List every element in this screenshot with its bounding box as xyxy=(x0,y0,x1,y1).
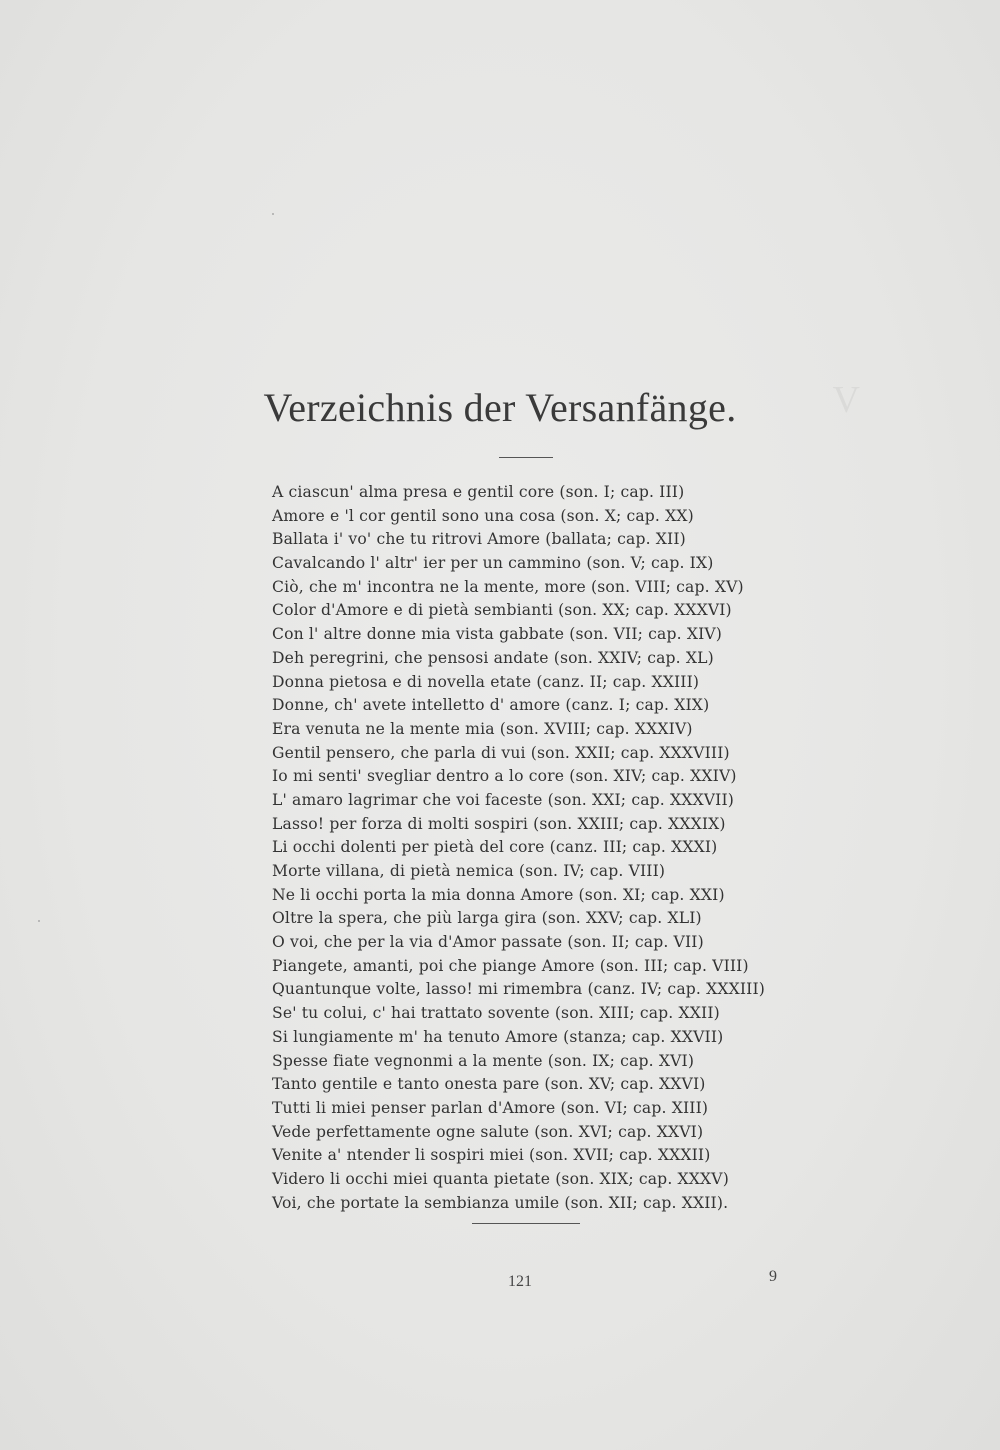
list-item: Voi, che portate la sembianza umile (son. XII; cap. XXII). xyxy=(272,1193,729,1212)
list-item: Donna pietosa e di novella etate (canz. II; cap. XXIII) xyxy=(272,672,700,691)
page-title: Verzeichnis der Versanfänge. xyxy=(263,385,737,430)
title-divider xyxy=(499,457,553,458)
list-item: Tanto gentile e tanto onesta pare (son. XV; cap. XXVI) xyxy=(272,1075,706,1094)
closing-divider xyxy=(472,1223,580,1224)
list-item: Quantunque volte, lasso! mi rimembra (canz. IV; cap. XXXIII) xyxy=(272,980,766,999)
list-item: Ciò, che m' incontra ne la mente, more (son. VIII; cap. XV) xyxy=(272,577,744,596)
list-item: O voi, che per la via d'Amor passate (son. II; cap. VII) xyxy=(272,933,704,952)
sheet-signature-number: 9 xyxy=(769,1268,777,1285)
list-item: Li occhi dolenti per pietà del core (canz. III; cap. XXXI) xyxy=(272,838,718,857)
list-item: Videro li occhi miei quanta pietate (son. XIX; cap. XXXV) xyxy=(272,1169,729,1188)
list-item: Donne, ch' avete intelletto d' amore (canz. I; cap. XIX) xyxy=(272,696,710,715)
paper-speck xyxy=(38,920,40,922)
list-item: Color d'Amore e di pietà sembianti (son. XX; cap. XXXVI) xyxy=(272,601,732,620)
list-item: Con l' altre donne mia vista gabbate (son. VII; cap. XIV) xyxy=(272,625,723,644)
list-item: Io mi senti' svegliar dentro a lo core (son. XIV; cap. XXIV) xyxy=(272,767,737,786)
list-item: Morte villana, di pietà nemica (son. IV; cap. VIII) xyxy=(272,862,666,880)
list-item: Deh peregrini, che pensosi andate (son. XXIV; cap. XL) xyxy=(272,648,714,667)
list-item: Spesse fiate vegnonmi a la mente (son. IX; cap. XVI) xyxy=(272,1051,695,1070)
list-item: A ciascun' alma presa e gentil core (son. I; cap. III) xyxy=(272,483,685,501)
list-item: Cavalcando l' altr' ier per un cammino (son. V; cap. IX) xyxy=(272,554,714,573)
list-item: Oltre la spera, che più larga gira (son. XXV; cap. XLI) xyxy=(272,909,702,928)
paper-speck xyxy=(272,213,274,215)
list-item: Vede perfettamente ogne salute (son. XVI; cap. XXVI) xyxy=(272,1122,704,1141)
verse-index-list xyxy=(272,481,832,1215)
list-item: Piangete, amanti, poi che piange Amore (son. III; cap. VIII) xyxy=(272,956,749,975)
list-item: Ballata i' vo' che tu ritrovi Amore (ballata; cap. XII) xyxy=(272,530,686,549)
list-item: Gentil pensero, che parla di vui (son. XXII; cap. XXXVIII) xyxy=(272,743,730,762)
list-item: L' amaro lagrimar che voi faceste (son. XXI; cap. XXXVII) xyxy=(272,790,735,809)
list-item: Se' tu colui, c' hai trattato sovente (son. XIII; cap. XXII) xyxy=(272,1004,720,1023)
list-item: Si lungiamente m' ha tenuto Amore (stanza; cap. XXVII) xyxy=(272,1027,724,1046)
page-number: 121 xyxy=(508,1273,532,1290)
bleed-through-text: V xyxy=(832,379,860,421)
list-item: Tutti li miei penser parlan d'Amore (son. VI; cap. XIII) xyxy=(272,1098,709,1117)
list-item: Amore e 'l cor gentil sono una cosa (son. X; cap. XX) xyxy=(272,506,694,525)
list-item: Era venuta ne la mente mia (son. XVIII; cap. XXXIV) xyxy=(272,719,693,738)
list-item: Ne li occhi porta la mia donna Amore (son. XI; cap. XXI) xyxy=(272,885,725,904)
list-item: Venite a' ntender li sospiri miei (son. XVII; cap. XXXII) xyxy=(272,1146,711,1165)
list-item: Lasso! per forza di molti sospiri (son. XXIII; cap. XXXIX) xyxy=(272,814,726,833)
